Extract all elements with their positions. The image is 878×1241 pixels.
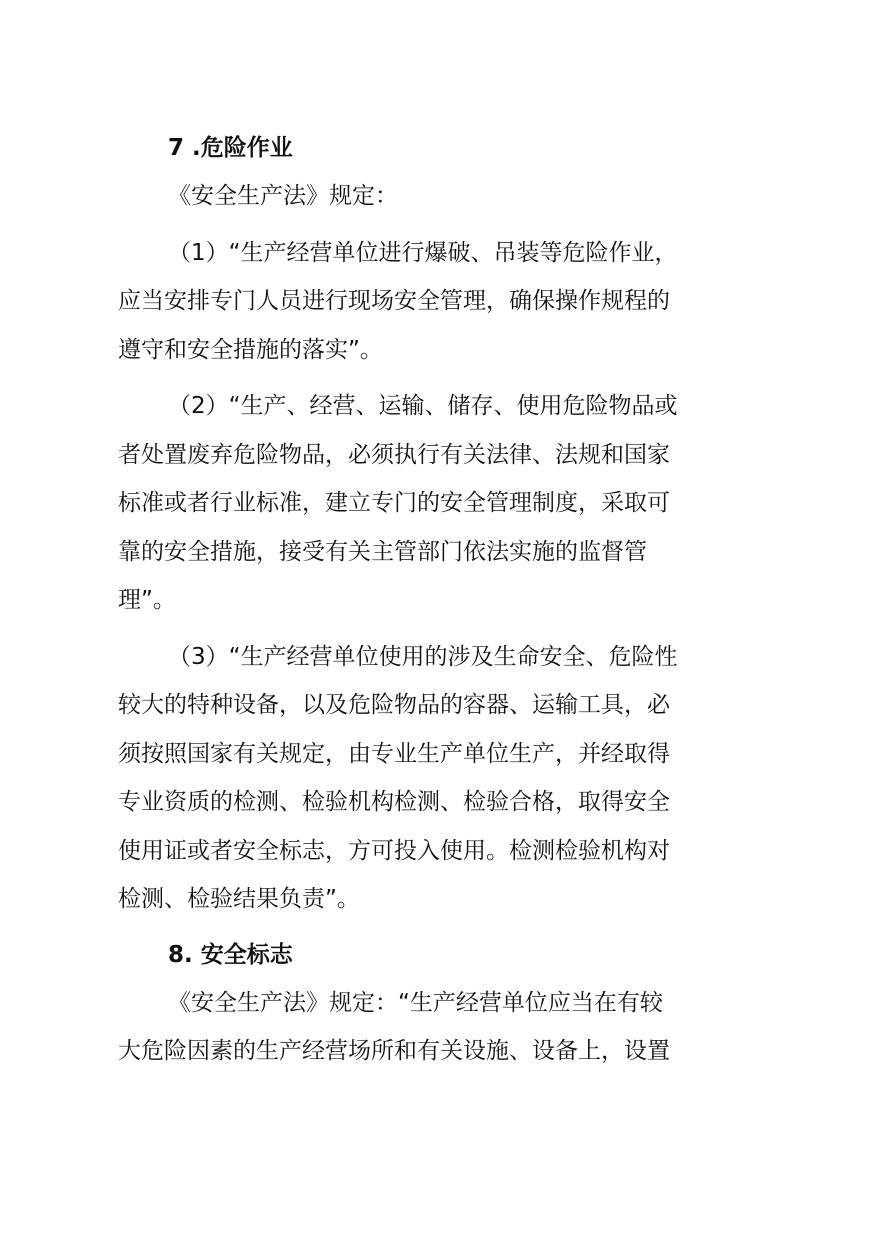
text-line: （3）“生产经营单位使用的涉及生命安全、危险性: [168, 643, 678, 670]
text-line: 使用证或者安全标志，方可投入使用。检测检验机构对: [118, 837, 670, 864]
text-line: 检测、检验结果负责”。: [118, 886, 360, 912]
text-line: 理”。: [118, 587, 176, 613]
text-line: 遵守和安全措施的落实”。: [118, 336, 383, 363]
text-line: 靠的安全措施，接受有关主管部门依法实施的监督管: [118, 538, 647, 565]
section-7-heading: 7 .危险作业: [168, 135, 293, 161]
text-line: 应当安排专门人员进行现场安全管理，确保操作规程的: [118, 288, 670, 314]
section-7-intro: 《安全生产法》规定：: [168, 183, 398, 209]
text-line: 标准或者行业标准，建立专门的安全管理制度，采取可: [118, 490, 670, 516]
text-line: 大危险因素的生产经营场所和有关设施、设备上，设置: [118, 1038, 670, 1064]
section-8-heading: 8. 安全标志: [168, 941, 293, 968]
text-line: （1）“生产经营单位进行爆破、吊装等危险作业，: [168, 239, 678, 266]
text-line: 较大的特种设备，以及危险物品的容器、运输工具，必: [118, 692, 670, 718]
section-8-paragraph: [118, 979, 732, 1076]
section-7-item-1: [118, 229, 732, 375]
document-body: [118, 124, 732, 1076]
text-line: 者处置废弃危险物品，必须执行有关法律、法规和国家: [118, 441, 670, 468]
text-line: 《安全生产法》规定：“生产经营单位应当在有较: [168, 989, 663, 1016]
text-line: 须按照国家有关规定，由专业生产单位生产，并经取得: [118, 740, 670, 767]
text-line: （2）“生产、经营、运输、储存、使用危险物品或: [168, 393, 678, 419]
section-7-item-3: [118, 633, 732, 924]
text-line: 专业资质的检测、检验机构检测、检验合格，取得安全: [118, 789, 670, 815]
section-7-item-2: [118, 382, 732, 625]
